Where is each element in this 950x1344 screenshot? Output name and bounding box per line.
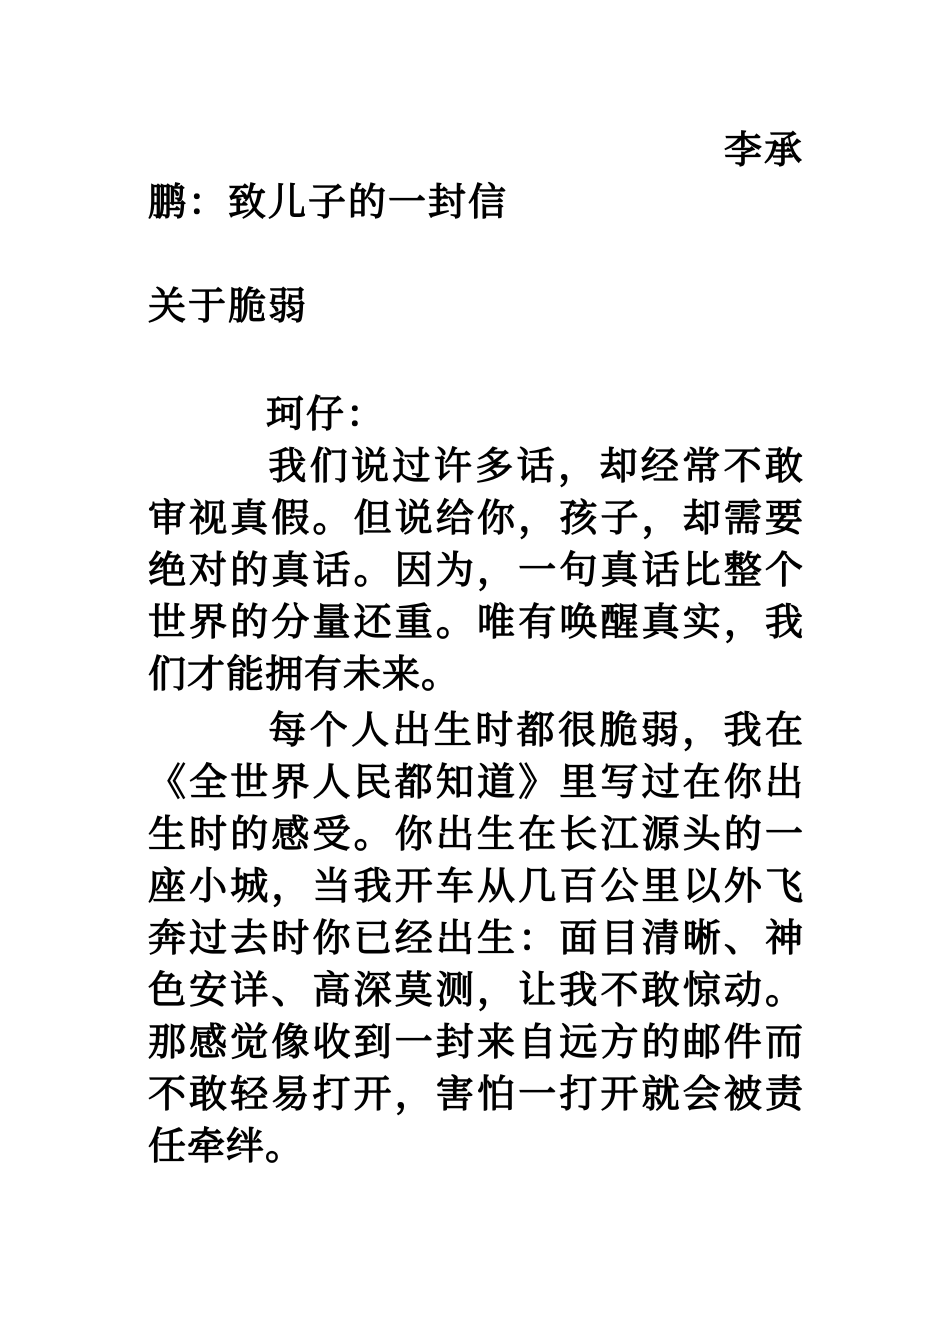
salutation: 珂仔：	[266, 391, 387, 436]
document-title	[148, 124, 804, 228]
section-heading: 关于脆弱	[148, 283, 309, 328]
paragraph-2	[148, 704, 804, 1172]
paragraph-1	[148, 440, 804, 700]
paragraph-1-text: 我们说过许多话，却经常不敢审视真假。但说给你，孩子，却需要绝对的真话。因为，一句真话比整个世界的分量还重。唯有唤醒真实，我们才能拥有未来。	[148, 443, 804, 696]
title-line-1: 李承	[723, 127, 804, 172]
title-line-2: 鹏：致儿子的一封信	[148, 179, 509, 224]
paragraph-2-text: 每个人出生时都很脆弱，我在《全世界人民都知道》里写过在你出生时的感受。你出生在长江源头的一座小城，当我开车从几百公里以外飞奔过去时你已经出生：面目清晰、神色安详、高深莫测，让我不敢惊动。那感觉像收到一封来自远方的邮件而不敢轻易打开，害怕一打开就会被责任牵绊。	[148, 707, 804, 1168]
document-page	[148, 124, 804, 1172]
